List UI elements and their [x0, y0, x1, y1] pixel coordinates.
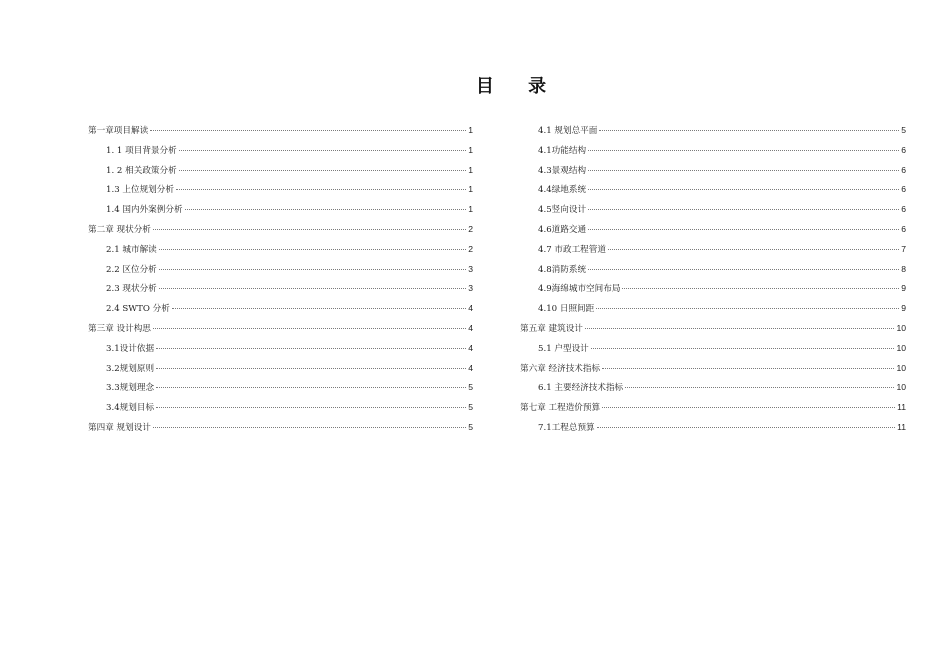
toc-entry[interactable] — [88, 260, 473, 280]
toc-entry-label: 6.1 主要经济技术指标 — [538, 383, 624, 394]
toc-entry[interactable] — [88, 121, 473, 141]
toc-entry-page-number: 10 — [896, 322, 906, 333]
toc-dot-leader — [591, 348, 895, 349]
toc-entry[interactable] — [520, 260, 906, 280]
toc-entry-page-number: 2 — [468, 223, 473, 234]
page-title: 目 录 — [475, 76, 561, 97]
toc-entry-label: 5.1 户型设计 — [538, 343, 589, 354]
toc-entry[interactable] — [520, 121, 906, 141]
toc-entry[interactable] — [520, 339, 906, 359]
toc-entry-label: 2.3 现状分析 — [106, 284, 157, 295]
toc-entry-label: 7.1工程总预算 — [538, 422, 595, 433]
toc-entry-label: 2.4 SWTO 分析 — [106, 304, 170, 315]
toc-dot-leader — [159, 269, 466, 270]
toc-entry-page-number: 1 — [468, 164, 473, 175]
toc-entry[interactable] — [520, 180, 906, 200]
toc-dot-leader — [159, 249, 466, 250]
toc-entry-label: 1.4 国内外案例分析 — [106, 205, 183, 216]
toc-entry-label: 3.2规划原则 — [106, 363, 155, 374]
toc-entry[interactable] — [520, 398, 906, 418]
toc-dot-leader — [599, 130, 899, 131]
toc-entry-label: 4.10 日照间距 — [538, 304, 595, 315]
toc-entry-page-number: 5 — [468, 421, 473, 432]
toc-entry[interactable] — [88, 398, 473, 418]
toc-entry-label: 4.7 市政工程管道 — [538, 244, 606, 255]
toc-entry[interactable] — [520, 359, 906, 379]
toc-entry-label: 4.4绿地系统 — [538, 185, 587, 196]
toc-entry-page-number: 9 — [901, 283, 906, 294]
toc-entry-page-number: 6 — [901, 144, 906, 155]
toc-entry[interactable] — [88, 180, 473, 200]
toc-entry-label: 4.5竖向设计 — [538, 205, 587, 216]
toc-entry[interactable] — [520, 418, 906, 438]
toc-entry[interactable] — [88, 161, 473, 181]
toc-dot-leader — [153, 229, 466, 230]
toc-dot-leader — [179, 170, 467, 171]
toc-dot-leader — [156, 387, 466, 388]
toc-entry-label: 4.1功能结构 — [538, 145, 587, 156]
toc-entry[interactable] — [88, 359, 473, 379]
toc-entry[interactable] — [520, 220, 906, 240]
toc-dot-leader — [622, 288, 899, 289]
toc-entry-label: 1.3 上位规划分析 — [106, 185, 174, 196]
toc-entry-label: 1. 2 相关政策分析 — [106, 165, 177, 176]
toc-dot-leader — [176, 189, 466, 190]
toc-dot-leader — [588, 150, 899, 151]
toc-entry-label: 第六章 经济技术指标 — [520, 363, 601, 374]
toc-entry[interactable] — [88, 418, 473, 438]
toc-dot-leader — [588, 269, 899, 270]
toc-entry[interactable] — [88, 299, 473, 319]
toc-entry-label: 第一章项目解读 — [88, 126, 149, 136]
toc-entry[interactable] — [88, 240, 473, 260]
toc-entry-label: 3.3规划理念 — [106, 383, 155, 394]
toc-entry[interactable] — [88, 319, 473, 339]
toc-entry-label: 3.1设计依据 — [106, 343, 155, 354]
toc-entry[interactable] — [520, 279, 906, 299]
toc-entry[interactable] — [88, 339, 473, 359]
toc-entry-page-number: 6 — [901, 204, 906, 215]
toc-entry-page-number: 6 — [901, 223, 906, 234]
toc-entry-page-number: 4 — [468, 342, 473, 353]
toc-entry-label: 第五章 建筑设计 — [520, 323, 583, 334]
toc-dot-leader — [602, 368, 894, 369]
toc-dot-leader — [159, 288, 466, 289]
toc-entry-page-number: 8 — [901, 263, 906, 274]
toc-entry-page-number: 7 — [901, 243, 906, 254]
toc-entry[interactable] — [88, 200, 473, 220]
toc-entry-page-number: 4 — [468, 362, 473, 373]
toc-entry-page-number: 1 — [468, 204, 473, 215]
toc-entry-page-number: 10 — [896, 362, 906, 373]
toc-entry-page-number: 1 — [468, 144, 473, 155]
toc-entry-page-number: 1 — [468, 125, 473, 135]
toc-dot-leader — [153, 427, 466, 428]
toc-entry-page-number: 4 — [468, 322, 473, 333]
toc-dot-leader — [150, 130, 466, 131]
toc-entry-page-number: 3 — [468, 263, 473, 274]
toc-entry-page-number: 4 — [468, 303, 473, 314]
toc-entry-page-number: 9 — [901, 303, 906, 314]
toc-entry[interactable] — [520, 378, 906, 398]
toc-entry-label: 4.1 规划总平面 — [538, 126, 598, 136]
toc-entry-label: 1. 1 项目背景分析 — [106, 145, 177, 156]
toc-entry[interactable] — [520, 200, 906, 220]
toc-entry[interactable] — [520, 161, 906, 181]
toc-entry-page-number: 5 — [901, 125, 906, 135]
toc-dot-leader — [156, 348, 466, 349]
toc-entry-page-number: 3 — [468, 283, 473, 294]
toc-entry-page-number: 10 — [896, 342, 906, 353]
toc-dot-leader — [185, 209, 467, 210]
toc-entry-label: 2.2 区位分析 — [106, 264, 157, 275]
toc-entry-label: 第七章 工程造价预算 — [520, 403, 601, 414]
toc-entry[interactable] — [520, 319, 906, 339]
toc-entry-page-number: 6 — [901, 184, 906, 195]
toc-entry-label: 4.9海绵城市空间布局 — [538, 284, 621, 295]
toc-entry[interactable] — [88, 220, 473, 240]
toc-dot-leader — [602, 407, 895, 408]
toc-dot-leader — [179, 150, 467, 151]
toc-dot-leader — [156, 368, 466, 369]
toc-entry[interactable] — [88, 141, 473, 161]
toc-dot-leader — [585, 328, 895, 329]
toc-entry-page-number: 2 — [468, 243, 473, 254]
toc-entry-label: 第二章 现状分析 — [88, 224, 151, 235]
toc-entry-label: 3.4规划目标 — [106, 403, 155, 414]
toc-entry[interactable] — [520, 299, 906, 319]
toc-left-column — [88, 121, 473, 438]
toc-entry-label: 4.3景观结构 — [538, 165, 587, 176]
toc-dot-leader — [153, 328, 466, 329]
toc-right-column — [520, 121, 906, 438]
toc-entry-page-number: 10 — [896, 382, 906, 393]
toc-dot-leader — [597, 427, 895, 428]
toc-dot-leader — [596, 308, 899, 309]
toc-dot-leader — [588, 189, 899, 190]
toc-dot-leader — [588, 209, 899, 210]
toc-dot-leader — [625, 387, 894, 388]
toc-entry-page-number: 11 — [897, 402, 906, 413]
toc-entry-label: 2.1 城市解读 — [106, 244, 157, 255]
toc-entry-page-number: 1 — [468, 184, 473, 195]
toc-entry-page-number: 6 — [901, 164, 906, 175]
toc-dot-leader — [156, 407, 466, 408]
toc-entry-page-number: 5 — [468, 382, 473, 393]
toc-entry-label: 4.8消防系统 — [538, 264, 587, 275]
toc-entry[interactable] — [520, 240, 906, 260]
toc-dot-leader — [588, 170, 899, 171]
toc-dot-leader — [172, 308, 466, 309]
toc-entry-page-number: 11 — [897, 421, 906, 432]
toc-dot-leader — [588, 229, 899, 230]
toc-entry[interactable] — [88, 279, 473, 299]
toc-entry-page-number: 5 — [468, 402, 473, 413]
toc-entry[interactable] — [88, 378, 473, 398]
toc-entry-label: 4.6道路交通 — [538, 224, 587, 235]
toc-entry-label: 第三章 设计构思 — [88, 323, 151, 334]
toc-entry[interactable] — [520, 141, 906, 161]
toc-entry-label: 第四章 规划设计 — [88, 422, 151, 433]
toc-dot-leader — [608, 249, 899, 250]
